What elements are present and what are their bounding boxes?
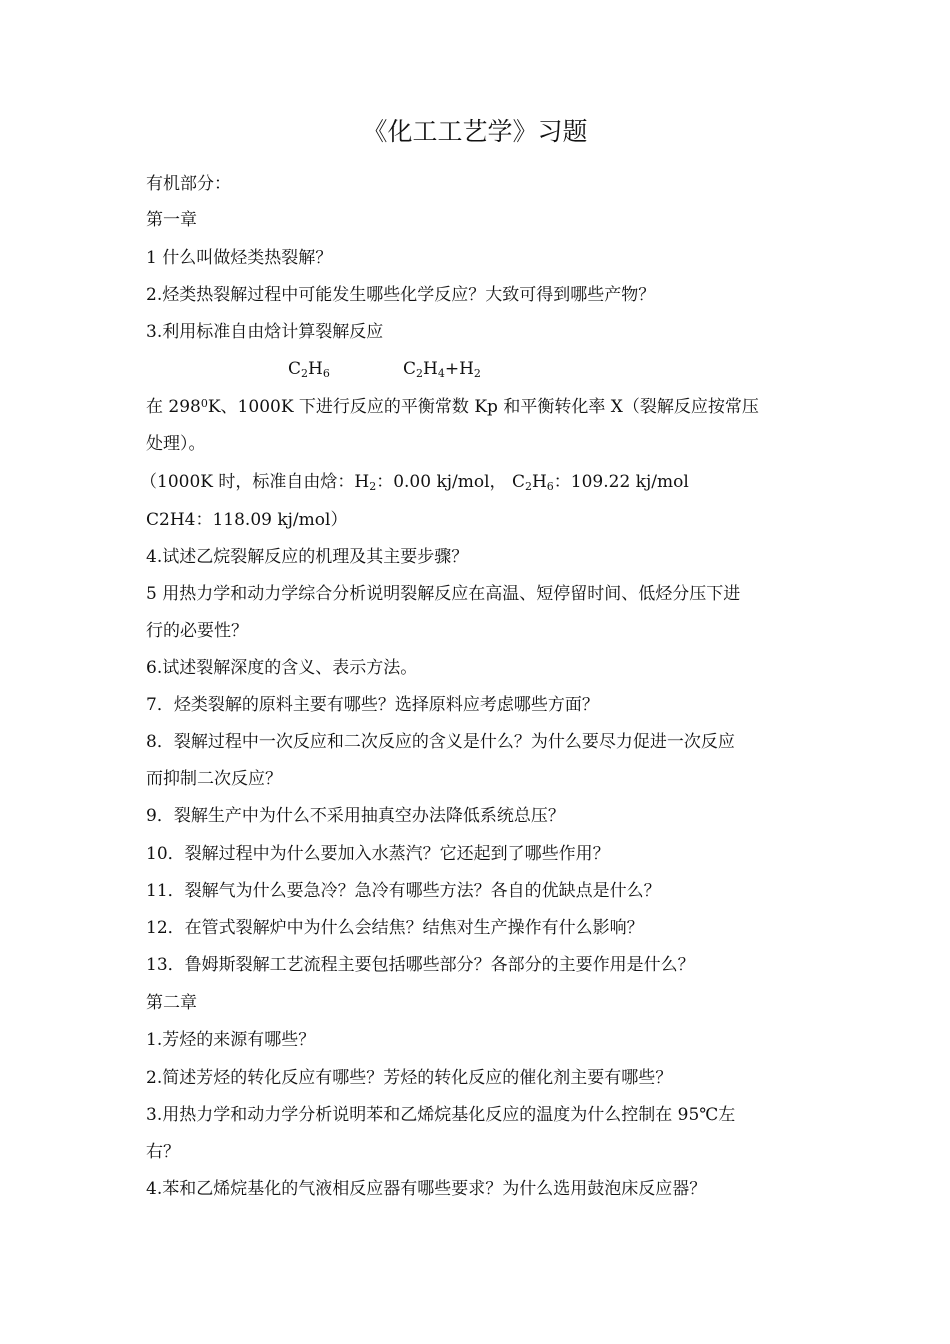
section-heading: 有机部分： (146, 174, 231, 194)
chapter-2-heading: 第二章 (146, 993, 197, 1013)
question-1-6: 6.试述裂解深度的含义、表示方法。 (146, 658, 418, 678)
question-1-12: 12．在管式裂解炉中为什么会结焦？结焦对生产操作有什么影响？ (146, 918, 644, 938)
question-1-3-data: （1000K 时，标准自由焓：$H_2$：0.00 kj/mol， $C_2H_6$：109.22 kj/mol (140, 472, 689, 493)
question-1-3-note: 处理）。 (146, 434, 206, 454)
question-1-5-cont: 行的必要性？ (146, 621, 248, 641)
question-1-9: 9．裂解生产中为什么不采用抽真空办法降低系统总压？ (146, 806, 565, 826)
question-1-2: 2.烃类热裂解过程中可能发生哪些化学反应？大致可得到哪些产物？ (146, 285, 656, 305)
reaction-reactant: $C_2H_6$ (288, 359, 330, 380)
question-1-3-conditions: 在 $298^0K$、1000K 下进行反应的平衡常数 Kp 和平衡转化率 X（裂解反应按常压 (146, 397, 759, 417)
question-2-4: 4.苯和乙烯烷基化的气液相反应器有哪些要求？为什么选用鼓泡床反应器？ (146, 1179, 707, 1199)
question-1-13: 13．鲁姆斯裂解工艺流程主要包括哪些部分？各部分的主要作用是什么？ (146, 955, 695, 975)
reaction-products: $C_2H_4+H_2$ (403, 359, 481, 380)
question-2-3: 3.用热力学和动力学分析说明苯和乙烯烷基化反应的温度为什么控制在 95℃左 (146, 1105, 736, 1125)
question-1-7: 7．烃类裂解的原料主要有哪些？选择原料应考虑哪些方面？ (146, 695, 599, 715)
question-1-10: 10．裂解过程中为什么要加入水蒸汽？它还起到了哪些作用？ (146, 844, 610, 864)
question-2-1: 1.芳烃的来源有哪些？ (146, 1030, 316, 1050)
question-1-3-data-2: C2H4：118.09 kj/mol） (146, 510, 348, 530)
question-1-4: 4.试述乙烷裂解反应的机理及其主要步骤？ (146, 547, 469, 567)
question-1-3-intro: 3.利用标准自由焓计算裂解反应 (146, 322, 384, 342)
question-1-8: 8．裂解过程中一次反应和二次反应的含义是什么？为什么要尽力促进一次反应 (146, 732, 735, 752)
chapter-1-heading: 第一章 (146, 210, 197, 230)
question-2-3-cont: 右？ (146, 1142, 180, 1162)
question-1-1: 1 什么叫做烃类热裂解？ (146, 248, 333, 268)
question-1-8-cont: 而抑制二次反应？ (146, 769, 282, 789)
question-2-2: 2.简述芳烃的转化反应有哪些？芳烃的转化反应的催化剂主要有哪些？ (146, 1068, 673, 1088)
question-1-5: 5 用热力学和动力学综合分析说明裂解反应在高温、短停留时间、低烃分压下进 (146, 584, 741, 604)
question-1-11: 11．裂解气为什么要急冷？急冷有哪些方法？各自的优缺点是什么？ (146, 881, 661, 901)
page-title: 《化工工艺学》习题 (362, 117, 588, 146)
